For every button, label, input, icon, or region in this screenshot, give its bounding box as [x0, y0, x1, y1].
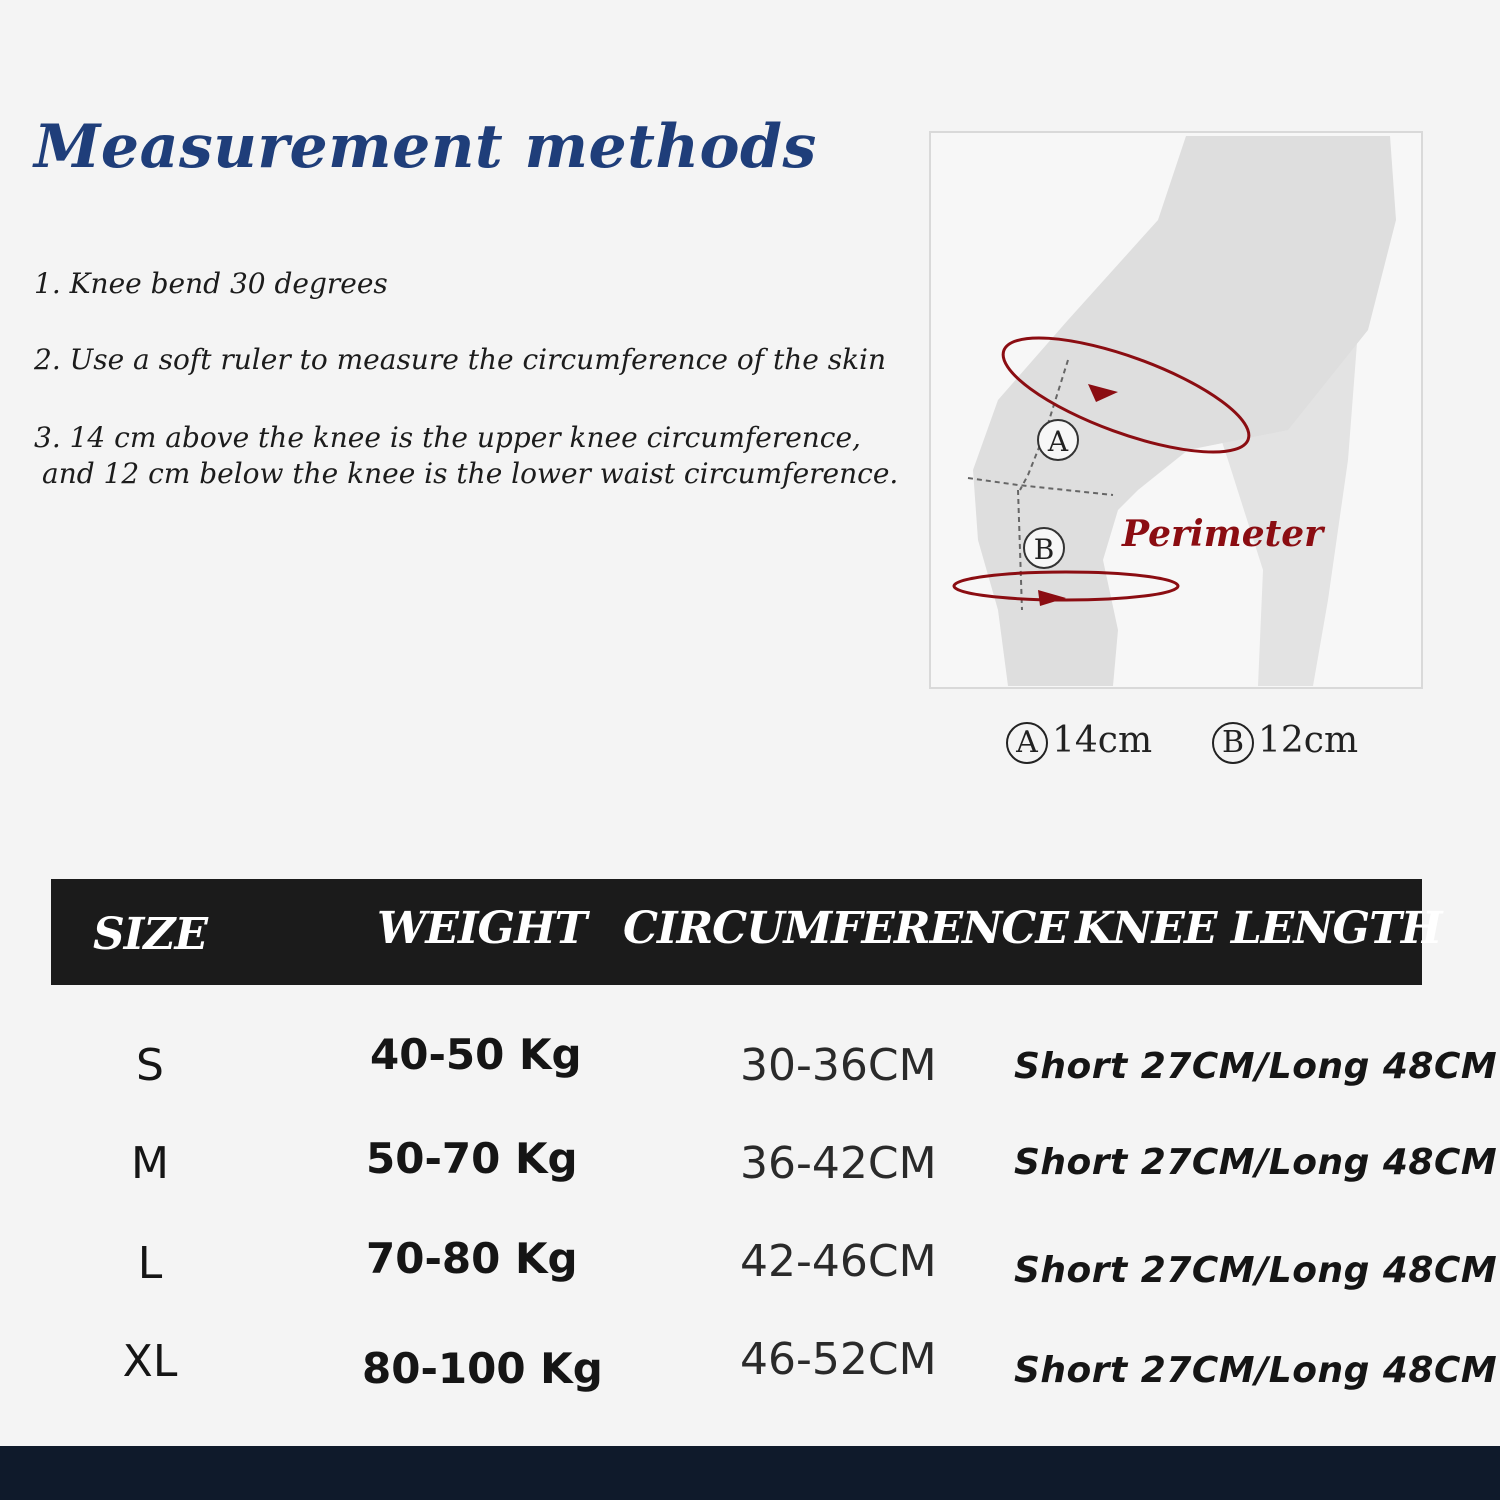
row-s-circumference: 30-36CM — [740, 1040, 937, 1091]
header-knee-length: KNEE LENGTH — [1075, 903, 1442, 954]
row-xl-circumference: 46-52CM — [740, 1334, 937, 1385]
bottom-bar — [0, 1446, 1500, 1500]
legend-b — [1212, 720, 1358, 764]
header-weight: WEIGHT — [377, 903, 587, 954]
row-m-size: M — [131, 1138, 169, 1189]
legend-a-value: 14cm — [1052, 720, 1153, 761]
row-xl-knee-length: Short 27CM/Long 48CM — [1014, 1350, 1498, 1391]
knee-diagram — [928, 130, 1424, 690]
page-title: Measurement methods — [34, 112, 817, 182]
row-l-circumference: 42-46CM — [740, 1236, 937, 1287]
size-table-header — [51, 879, 1442, 985]
perimeter-label: Perimeter — [1122, 513, 1324, 555]
header-circumference: CIRCUMFERENCE — [623, 903, 1068, 954]
row-l-size: L — [137, 1238, 163, 1289]
row-l-weight: 70-80 Kg — [366, 1234, 578, 1283]
header-size: SIZE — [93, 909, 208, 960]
legend-b-badge: B — [1212, 722, 1254, 764]
step-3: 3. 14 cm above the knee is the upper knee circumference, — [34, 421, 861, 454]
row-xl-weight: 80-100 Kg — [362, 1344, 603, 1393]
row-l-knee-length: Short 27CM/Long 48CM — [1014, 1250, 1498, 1291]
label-a: A — [1047, 425, 1069, 458]
row-s-size: S — [136, 1040, 164, 1091]
row-m-circumference: 36-42CM — [740, 1138, 937, 1189]
legend-a — [1006, 720, 1152, 764]
legend-a-badge: A — [1006, 722, 1048, 764]
label-b: B — [1033, 533, 1055, 566]
legend-b-value: 12cm — [1258, 720, 1359, 761]
step-1: 1. Knee bend 30 degrees — [34, 267, 388, 300]
row-m-weight: 50-70 Kg — [366, 1134, 578, 1183]
step-3-continued: and 12 cm below the knee is the lower waist circumference. — [42, 457, 899, 490]
row-xl-size: XL — [122, 1336, 178, 1387]
row-s-weight: 40-50 Kg — [370, 1030, 582, 1079]
row-m-knee-length: Short 27CM/Long 48CM — [1014, 1142, 1498, 1183]
row-s-knee-length: Short 27CM/Long 48CM — [1014, 1046, 1498, 1087]
step-2: 2. Use a soft ruler to measure the circumference of the skin — [34, 343, 887, 376]
